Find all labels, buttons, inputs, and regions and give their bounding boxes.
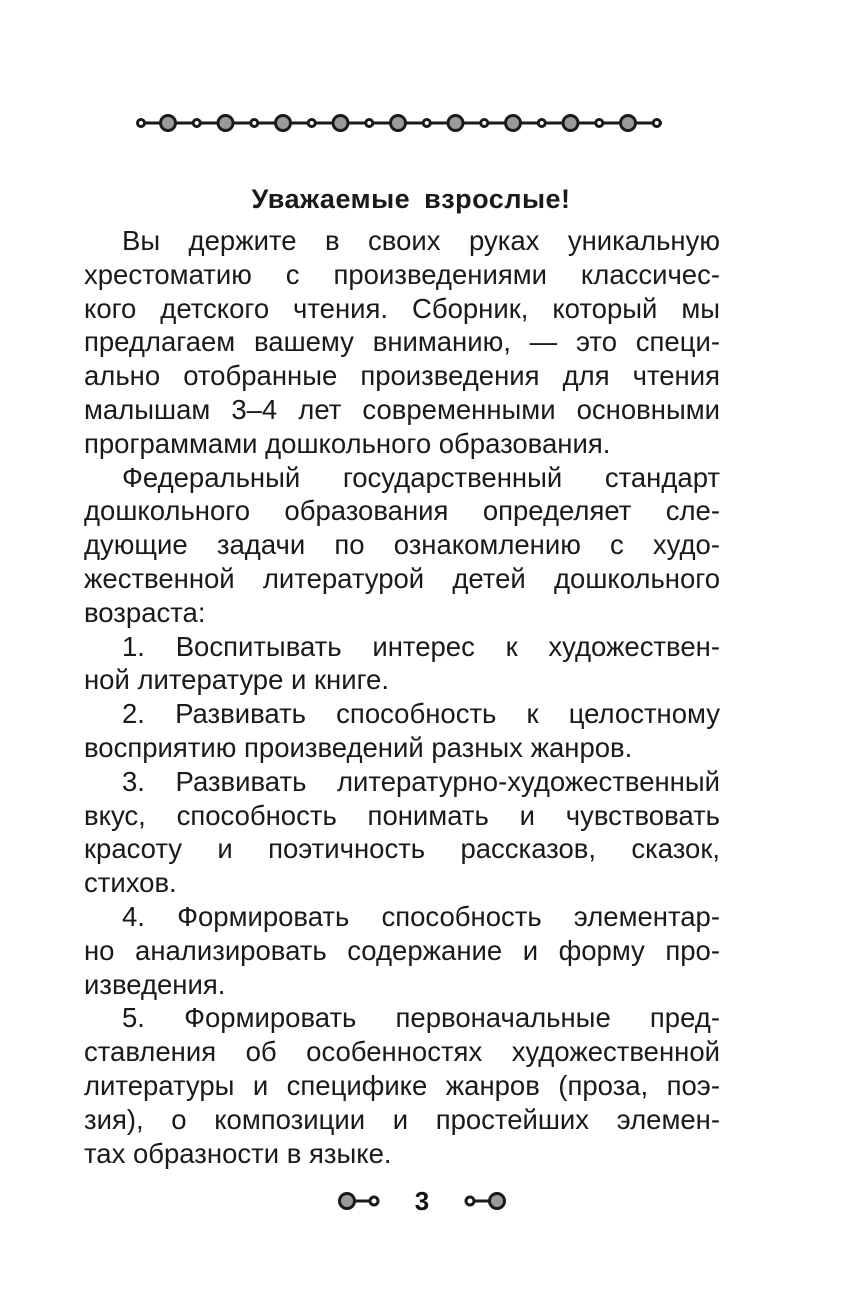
- footer-ornament-left: [336, 1190, 384, 1212]
- text-line: ально отобранные произведения для чтения: [84, 360, 720, 392]
- text-line: изведения.: [84, 968, 226, 1000]
- ornament-small-circle: [308, 120, 315, 127]
- text-line: дующие задачи по ознакомлению с худо-: [84, 529, 720, 561]
- top-ornament: [136, 112, 666, 134]
- ornament-small-circle: [138, 120, 145, 127]
- ornament-small-circle: [251, 120, 258, 127]
- ornament-large-circle: [563, 116, 578, 131]
- text-line: возраста:: [84, 596, 206, 628]
- text-line: ставления об особенностях художественной: [84, 1036, 720, 1068]
- ornament-small-circle: [193, 120, 200, 127]
- ornament-small-circle: [653, 120, 660, 127]
- page-title: Уважаемые взрослые!: [251, 184, 571, 214]
- text-line: 5. Формировать первоначальные пред-: [122, 1002, 720, 1034]
- text-line: кого детского чтения. Сборник, который мы: [84, 292, 720, 324]
- text-line: программами дошкольного образования.: [84, 427, 611, 459]
- ornament-large-circle: [333, 116, 348, 131]
- page-footer: [0, 1184, 844, 1218]
- text-line: 4. Формировать способность элементар-: [122, 900, 720, 932]
- main-content: [84, 182, 720, 1170]
- text-line: хрестоматию с произведениями классичес-: [84, 258, 720, 290]
- body-text: [84, 224, 720, 1170]
- text-line: 2. Развивать способность к целостному: [122, 698, 720, 730]
- ornament-large-circle: [448, 116, 463, 131]
- text-line: тах образности в языке.: [84, 1137, 392, 1169]
- ornament-small-circle: [481, 120, 488, 127]
- page-number: 3: [414, 1186, 430, 1216]
- text-line: дошкольного образования определяет сле-: [84, 495, 720, 527]
- text-line: стихов.: [84, 867, 177, 899]
- text-line: предлагаем вашему вниманию, — это специ-: [84, 326, 720, 358]
- ornament-small-circle: [423, 120, 430, 127]
- footer-ornament-right: [460, 1190, 508, 1212]
- text-line: литературы и специфике жанров (проза, поэ-: [84, 1069, 720, 1101]
- text-line: 3. Развивать литературно-художественный: [122, 765, 720, 797]
- ornament-large-circle: [506, 116, 521, 131]
- text-line: вкус, способность понимать и чувствовать: [84, 799, 720, 831]
- text-line: Вы держите в своих руках уникальную: [122, 225, 720, 256]
- ornament-large-circle: [161, 116, 176, 131]
- ornament-small-circle: [366, 120, 373, 127]
- ornament-large-circle: [276, 116, 291, 131]
- text-line: но анализировать содержание и форму про-: [84, 934, 720, 966]
- ornament-small-circle: [538, 120, 545, 127]
- ornament-large-circle: [391, 116, 406, 131]
- ornament-large-circle: [218, 116, 233, 131]
- text-line: красоту и поэтичность рассказов, сказок,: [84, 833, 720, 865]
- ornament-small-circle: [596, 120, 603, 127]
- text-line: Федеральный государственный стандарт: [122, 461, 720, 493]
- text-line: ной литературе и книге.: [84, 664, 389, 696]
- text-line: 1. Воспитывать интерес к художествен-: [122, 630, 720, 662]
- text-line: жественной литературой детей дошкольного: [84, 562, 720, 594]
- ornament-large-circle: [621, 116, 636, 131]
- text-line: восприятию произведений разных жанров.: [84, 731, 633, 763]
- text-line: малышам 3–4 лет современными основными: [84, 393, 720, 425]
- text-line: зия), о композиции и простейших элемен-: [84, 1103, 720, 1135]
